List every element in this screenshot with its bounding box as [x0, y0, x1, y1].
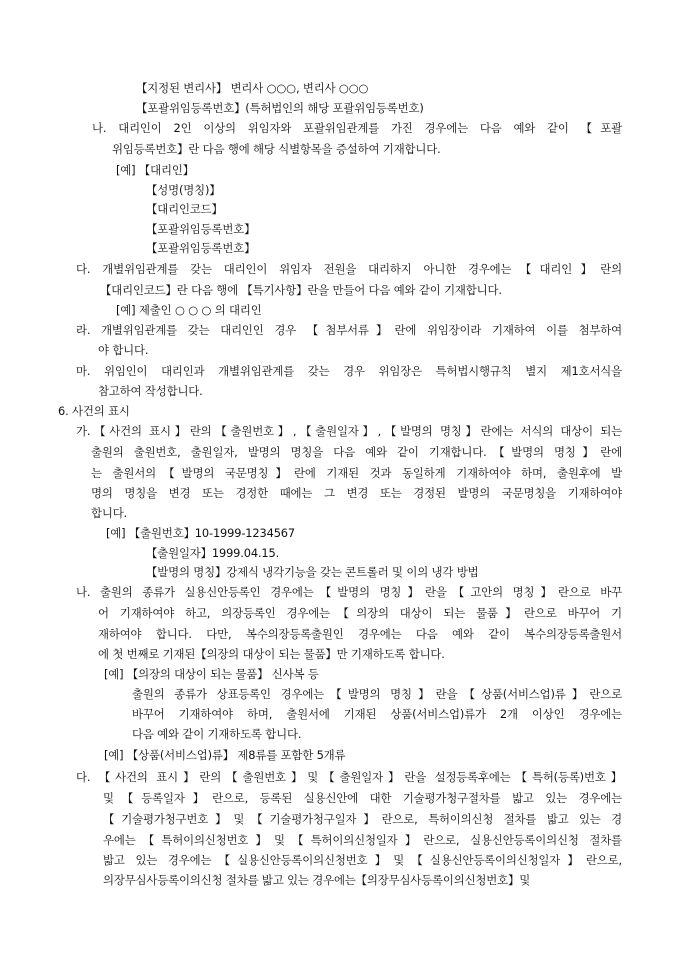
text-line: 의장무심사등록이의신청 절차를 밟고 있는 경우에는【의장무심사등록이의신청번호】및: [103, 873, 531, 887]
section-heading: 6. 사건의 표시: [58, 404, 130, 418]
text-line: [예] 【의장의 대상이 되는 물품】 신사복 등: [104, 667, 319, 681]
text-line: 출원의 종류가 상표등록인 경우에는【발명의 명칭】란을【상품(서비스업)류】란으로: [132, 687, 622, 701]
text-line: 합니다.: [91, 506, 128, 520]
text-line: [예] 【상품(서비스업)류】 제8류를 포함한 5개류: [104, 748, 346, 762]
text-line: 【대리인코드】: [146, 202, 223, 216]
text-line: 우에는【특허이의신청번호】및【특허이의신청일자】란으로, 실용신안등록이의신청 절차를: [103, 833, 622, 847]
text-line: 【출원일자】1999.04.15.: [146, 546, 280, 560]
text-line: 다음 예와 같이 기재하도록 합니다.: [132, 727, 302, 741]
text-line: 나. 출원의 종류가 실용신안등록인 경우에는【발명의 명칭】란을【고안의 명칭】란으로 바꾸: [76, 585, 622, 599]
text-line: 다. 개별위임관계를 갖는 대리인이 위임자 전원을 대리하지 아니한 경우에는【대리인】란의: [76, 262, 622, 276]
text-line: [예] 【대리인】: [116, 163, 194, 177]
text-line: 【발명의 명칭】강제식 냉각기능을 갖는 콘트롤러 및 이의 냉각 방법: [146, 565, 479, 579]
text-line: 【지정된 변리사】 변리사 ○○○, 변리사 ○○○: [136, 81, 369, 95]
text-line: 재하여야 합니다. 다만, 복수의장등록출원인 경우에는 다음 예와 같이 복수의장등록출원서: [98, 627, 622, 641]
text-line: 및【등록일자】란으로, 등록된 실용신안에 대한 기술평가청구절차를 밟고 있는 경우에는: [103, 791, 622, 805]
text-line: 【포괄위임등록번호】: [146, 222, 256, 236]
text-line: 다. 【사건의 표시】란의【출원번호】및【출원일자】란을 설정등록후에는【특허(등록)번호】: [76, 770, 622, 784]
text-line: 어 기재하여야 하고, 의장등록인 경우에는【의장의 대상이 되는 물품】란으로 바꾸어 기: [98, 606, 622, 620]
text-line: 【대리인코드】란 다음 행에 【특기사항】란을 만들어 다음 예와 같이 기재합니다.: [100, 283, 502, 297]
text-line: 【포괄위임등록번호】(특허법인의 해당 포괄위임등록번호): [136, 101, 424, 115]
text-line: [예] 제출인 ○ ○ ○ 의 대리인: [116, 303, 262, 317]
text-line: 밟고 있는 경우에는【실용신안등록이의신청번호】및【실용신안등록이의신청일자】란으로,: [103, 853, 622, 867]
text-line: 【기술평가청구번호】및【기술평가청구일자】란으로, 특허이의신청 절차를 밟고 있는 경: [103, 812, 622, 826]
text-line: 【포괄위임등록번호】: [146, 241, 256, 255]
text-line: 야 합니다.: [98, 343, 149, 357]
text-line: [예] 【출원번호】10-1999-1234567: [106, 526, 295, 540]
text-line: 라. 개별위임관계를 갖는 대리인인 경우 【첨부서류】란에 위임장이라 기재하여 이를 첨부하여: [76, 323, 622, 337]
text-line: 마. 위임인이 대리인과 개별위임관계를 갖는 경우 위임장은 특허법시행규칙 별지 제1호서식을: [76, 364, 622, 378]
text-line: 【성명(명칭)】: [146, 183, 221, 197]
text-line: 바꾸어 기재하여야 하며, 출원서에 기재된 상품(서비스업)류가 2개 이상인 경우에는: [132, 707, 622, 721]
text-line: 에 첫 번째로 기재된【의장의 대상이 되는 물품】만 기재하도록 합니다.: [98, 647, 445, 661]
text-line: 가.【사건의 표시】란의【출원번호】,【출원일자】,【발명의 명칭】란에는 서식의 대상이 되는: [76, 424, 622, 438]
text-line: 는 출원서의【발명의 국문명칭】란에 기재된 것과 동일하게 기재하여야 하며, 출원후에 발: [91, 466, 622, 480]
text-line: 명의 명칭을 변경 또는 경정한 때에는 그 변경 또는 경정된 발명의 국문명칭을 기재하여야: [91, 486, 622, 500]
text-line: 나. 대리인이 2인 이상의 위임자와 포괄위임관계를 가진 경우에는 다음 예와 같이 【포괄: [92, 121, 622, 135]
text-line: 출원의 출원번호, 출원일자, 발명의 명칭을 다음 예와 같이 기재합니다.【발명의 명칭】란에: [91, 445, 622, 459]
text-line: 참고하여 작성합니다.: [98, 384, 203, 398]
text-line: 위임등록번호】란 다음 행에 해당 식별항목을 증설하여 기재합니다.: [112, 142, 441, 156]
